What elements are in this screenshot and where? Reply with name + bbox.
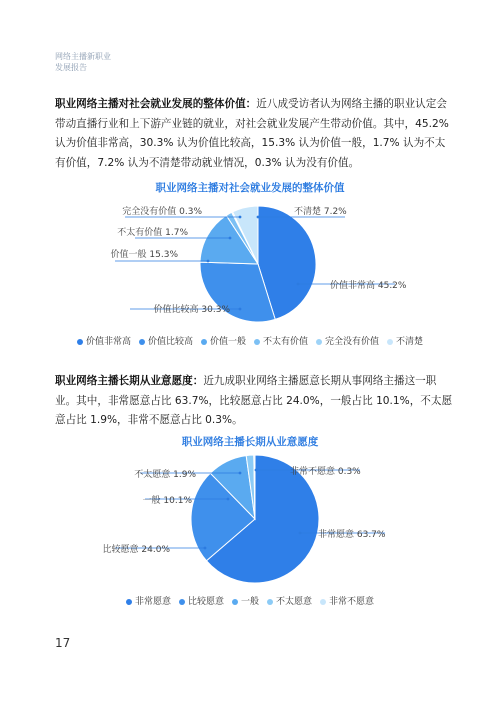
section-2-body: 近九成职业网络主播愿意长期从事网络主播这一职业。其中，非常愿意占比 63.7%，比较愿意占比 24.0%，一般占比 10.1%，不太愿意占比 1.9%，非常不愿意占比 0.3%。 bbox=[55, 375, 453, 426]
pie-data-label: 价值非常高 45.2% bbox=[330, 281, 407, 291]
chart-2-title: 职业网络主播长期从业意愿度 bbox=[181, 436, 319, 448]
legend-item bbox=[316, 334, 379, 347]
legend-dot-icon bbox=[232, 599, 238, 605]
pie-data-label: 不太有价值 1.7% bbox=[117, 228, 188, 238]
header-line-2: 发展报告 bbox=[55, 63, 87, 72]
legend-dot-icon bbox=[387, 339, 393, 345]
legend-item bbox=[267, 594, 312, 607]
legend-label: 价值比较高 bbox=[147, 337, 193, 347]
pie-data-label: 比较愿意 24.0% bbox=[102, 545, 170, 555]
leader-dot bbox=[204, 547, 207, 550]
section-1-heading: 职业网络主播对社会就业发展的整体价值： bbox=[55, 98, 257, 110]
pie-data-label: 价值一般 15.3% bbox=[110, 250, 178, 260]
chart-2-pie bbox=[0, 450, 500, 590]
chart-1-pie bbox=[0, 195, 500, 335]
pie-data-label: 不清楚 7.2% bbox=[294, 207, 347, 217]
legend-label: 完全没有价值 bbox=[325, 337, 380, 347]
legend-label: 价值非常高 bbox=[85, 337, 131, 347]
section-1-body: 近八成受访者认为网络主播的职业认定会带动直播行业和上下游产业链的就业，对社会就业发展产生带动价值。其中，45.2%认为价值非常高，30.3% 认为价值比较高，15.3% 认为价值一般，1.7% 认为不太有价值，7.2% 认为不清楚带动就业情况，0.3% 认为没有价值。 bbox=[55, 98, 449, 169]
legend-label: 不太有价值 bbox=[263, 337, 309, 347]
legend-label: 非常不愿意 bbox=[329, 597, 375, 607]
legend-dot-icon bbox=[201, 339, 207, 345]
legend-item bbox=[232, 594, 259, 607]
leader-dot bbox=[207, 260, 210, 263]
pie-data-label: 非常不愿意 0.3% bbox=[290, 467, 361, 477]
legend-label: 价值一般 bbox=[209, 337, 246, 347]
page-number: 17 bbox=[55, 636, 71, 650]
legend-dot-icon bbox=[316, 339, 322, 345]
report-header bbox=[55, 51, 111, 73]
legend-item bbox=[201, 334, 246, 347]
legend-dot-icon bbox=[126, 599, 132, 605]
legend-dot-icon bbox=[77, 339, 83, 345]
legend-label: 一般 bbox=[240, 597, 259, 607]
legend-dot-icon bbox=[139, 339, 145, 345]
legend-label: 比较愿意 bbox=[187, 597, 224, 607]
legend-item bbox=[387, 334, 423, 347]
section-1-paragraph bbox=[55, 95, 455, 173]
leader-dot bbox=[227, 498, 230, 501]
leader-dot bbox=[229, 237, 232, 240]
legend-label: 非常愿意 bbox=[134, 597, 171, 607]
leader-dot bbox=[239, 216, 242, 219]
legend-dot-icon bbox=[254, 339, 260, 345]
chart-1-legend bbox=[0, 334, 500, 347]
section-2-paragraph bbox=[55, 372, 455, 431]
leader-dot bbox=[299, 532, 302, 535]
pie-data-label: 一般 10.1% bbox=[142, 496, 192, 506]
pie-data-label: 完全没有价值 0.3% bbox=[122, 207, 202, 217]
pie-data-label: 不太愿意 1.9% bbox=[134, 470, 196, 480]
legend-label: 不太愿意 bbox=[276, 597, 313, 607]
leader-dot bbox=[257, 216, 260, 219]
legend-item bbox=[77, 334, 131, 347]
pie-data-label: 价值比较高 30.3% bbox=[153, 305, 230, 315]
legend-dot-icon bbox=[320, 599, 326, 605]
header-line-1: 网络主播新职业 bbox=[55, 52, 111, 61]
chart-1-title: 职业网络主播对社会就业发展的整体价值 bbox=[155, 182, 345, 194]
legend-dot-icon bbox=[179, 599, 185, 605]
section-2-heading: 职业网络主播长期从业意愿度： bbox=[55, 375, 204, 387]
pie-data-label: 非常愿意 63.7% bbox=[318, 530, 386, 540]
legend-item bbox=[320, 594, 374, 607]
leader-dot bbox=[255, 469, 258, 472]
chart-2-legend bbox=[0, 594, 500, 607]
legend-item bbox=[254, 334, 308, 347]
legend-label: 不清楚 bbox=[396, 337, 424, 347]
legend-item bbox=[126, 594, 171, 607]
legend-dot-icon bbox=[267, 599, 273, 605]
leader-dot bbox=[239, 308, 242, 311]
leader-dot bbox=[239, 472, 242, 475]
legend-item bbox=[179, 594, 224, 607]
leader-dot bbox=[297, 283, 300, 286]
legend-item bbox=[139, 334, 193, 347]
